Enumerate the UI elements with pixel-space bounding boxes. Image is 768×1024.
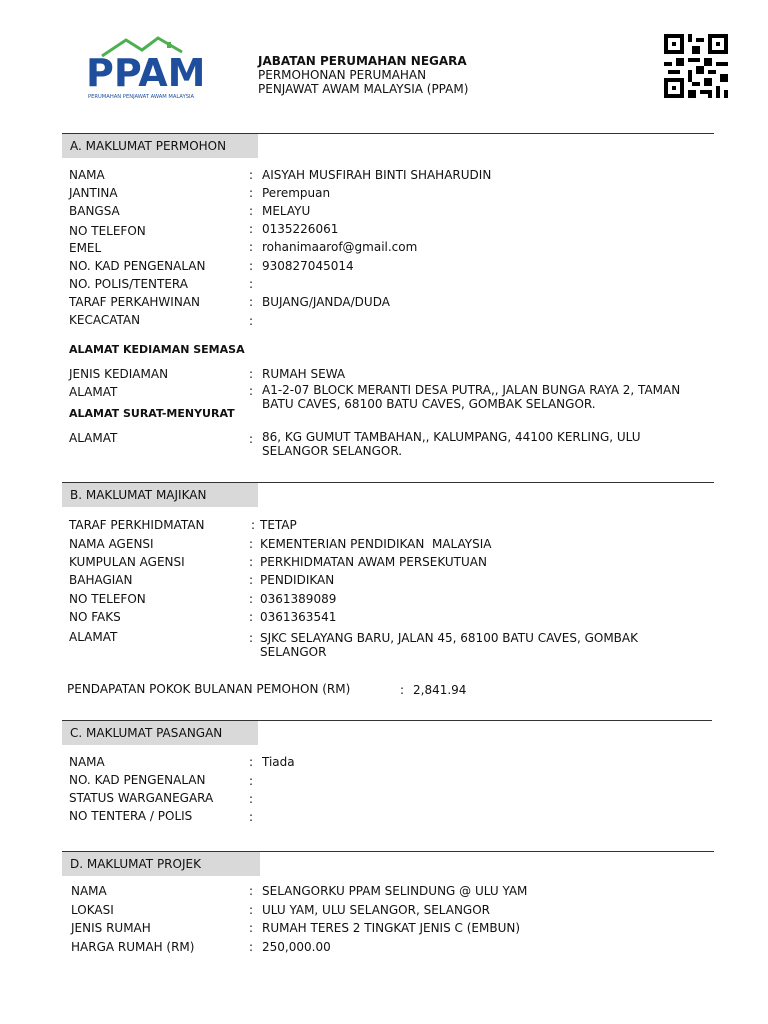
spouse-military-police-label: NO TENTERA / POLIS: [69, 809, 193, 823]
disability-label: KECACATAN: [69, 313, 141, 327]
colon: :: [249, 314, 254, 328]
phone-value: 0135226061: [262, 222, 339, 236]
agency-name-value: KEMENTERIAN PENDIDIKAN MALAYSIA: [260, 537, 492, 551]
house-price-value: 250,000.00: [262, 940, 331, 954]
mailing-address-label: ALAMAT: [69, 431, 118, 445]
colon: :: [249, 222, 254, 236]
spouse-name-value: Tiada: [262, 755, 295, 769]
marital-status-label: TARAF PERKAHWINAN: [69, 295, 200, 309]
spouse-ic-label: NO. KAD PENGENALAN: [69, 773, 206, 787]
police-military-no-label: NO. POLIS/TENTERA: [69, 277, 188, 291]
spouse-citizenship-label: STATUS WARGANEGARA: [69, 791, 214, 805]
colon: :: [249, 367, 254, 381]
colon: :: [249, 432, 254, 446]
colon: :: [249, 884, 254, 898]
section-b-heading: B. MAKLUMAT MAJIKAN: [62, 483, 258, 507]
colon: :: [249, 774, 254, 788]
logo-tagline: PERUMAHAN PENJAWAT AWAM MALAYSIA: [88, 94, 195, 100]
colon: :: [249, 168, 254, 182]
project-location-label: LOKASI: [71, 903, 114, 917]
colon: :: [249, 259, 254, 273]
colon: :: [249, 631, 254, 645]
residence-type-value: RUMAH SEWA: [262, 367, 346, 381]
form-subtitle-1: PERMOHONAN PERUMAHAN: [258, 68, 427, 82]
colon: :: [249, 792, 254, 806]
colon: :: [249, 240, 254, 254]
agency-group-label: KUMPULAN AGENSI: [69, 555, 185, 569]
colon: :: [249, 921, 254, 935]
marital-status-value: BUJANG/JANDA/DUDA: [262, 295, 390, 309]
section-d-heading: D. MAKLUMAT PROJEK: [62, 852, 260, 876]
applicant-name-value: AISYAH MUSFIRAH BINTI SHAHARUDIN: [262, 168, 492, 182]
race-label: BANGSA: [69, 204, 120, 218]
ppam-logo: [84, 34, 214, 104]
colon: :: [249, 610, 254, 624]
project-location-value: ULU YAM, ULU SELANGOR, SELANGOR: [262, 903, 491, 917]
employer-address-value: SJKC SELAYANG BARU, JALAN 45, 68100 BATU CAVES, GOMBAK SELANGOR: [260, 631, 638, 659]
race-value: MELAYU: [262, 204, 311, 218]
colon: :: [249, 186, 254, 200]
colon: :: [400, 683, 405, 697]
section-c-heading: C. MAKLUMAT PASANGAN: [62, 721, 258, 745]
gender-label: JANTINA: [69, 186, 118, 200]
employer-fax-value: 0361363541: [260, 610, 337, 624]
service-status-value: TETAP: [260, 518, 297, 532]
mailing-address-value: 86, KG GUMUT TAMBAHAN,, KALUMPANG, 44100 KERLING, ULU SELANGOR SELANGOR.: [262, 430, 641, 458]
project-name-value: SELANGORKU PPAM SELINDUNG @ ULU YAM: [262, 884, 528, 898]
residence-type-label: JENIS KEDIAMAN: [69, 367, 169, 381]
colon: :: [249, 204, 254, 218]
residence-address-value: A1-2-07 BLOCK MERANTI DESA PUTRA,, JALAN BUNGA RAYA 2, TAMAN BATU CAVES, 68100 BATU CAVES, GOMBAK SELANGOR.: [262, 383, 681, 411]
division-label: BAHAGIAN: [69, 573, 133, 587]
email-value: rohanimaarof@gmail.com: [262, 240, 418, 254]
monthly-income-value: 2,841.94: [413, 683, 467, 697]
colon: :: [249, 295, 254, 309]
colon: :: [249, 555, 254, 569]
spouse-name-label: NAMA: [69, 755, 105, 769]
ic-number-value: 930827045014: [262, 259, 354, 273]
agency-name-label: NAMA AGENSI: [69, 537, 154, 551]
email-label: EMEL: [69, 241, 102, 255]
monthly-income-label: PENDAPATAN POKOK BULANAN PEMOHON (RM): [67, 682, 351, 696]
colon: :: [249, 903, 254, 917]
colon: :: [251, 518, 256, 532]
residence-address-label: ALAMAT: [69, 385, 118, 399]
colon: :: [249, 384, 254, 398]
logo-text: PPAM: [86, 51, 206, 95]
employer-fax-label: NO FAKS: [69, 610, 121, 624]
house-price-label: HARGA RUMAH (RM): [71, 940, 195, 954]
division-value: PENDIDIKAN: [260, 573, 335, 587]
service-status-label: TARAF PERKHIDMATAN: [69, 518, 205, 532]
ic-number-label: NO. KAD PENGENALAN: [69, 259, 206, 273]
qr-code-icon: [664, 34, 728, 98]
agency-group-value: PERKHIDMATAN AWAM PERSEKUTUAN: [260, 555, 487, 569]
employer-phone-value: 0361389089: [260, 592, 337, 606]
house-type-label: JENIS RUMAH: [71, 921, 151, 935]
colon: :: [249, 755, 254, 769]
project-name-label: NAMA: [71, 884, 107, 898]
colon: :: [249, 592, 254, 606]
employer-address-label: ALAMAT: [69, 630, 118, 644]
colon: :: [249, 537, 254, 551]
section-a-heading: A. MAKLUMAT PERMOHON: [62, 134, 258, 158]
current-residence-heading: ALAMAT KEDIAMAN SEMASA: [69, 343, 245, 356]
colon: :: [249, 573, 254, 587]
employer-phone-label: NO TELEFON: [69, 592, 146, 606]
phone-label: NO TELEFON: [69, 224, 146, 238]
colon: :: [249, 940, 254, 954]
applicant-name-label: NAMA: [69, 168, 105, 182]
gender-value: Perempuan: [262, 186, 331, 200]
colon: :: [249, 277, 254, 291]
agency-title: JABATAN PERUMAHAN NEGARA: [258, 54, 467, 68]
house-type-value: RUMAH TERES 2 TINGKAT JENIS C (EMBUN): [262, 921, 521, 935]
mailing-address-heading: ALAMAT SURAT-MENYURAT: [69, 407, 235, 420]
form-subtitle-2: PENJAWAT AWAM MALAYSIA (PPAM): [258, 82, 469, 96]
colon: :: [249, 810, 254, 824]
